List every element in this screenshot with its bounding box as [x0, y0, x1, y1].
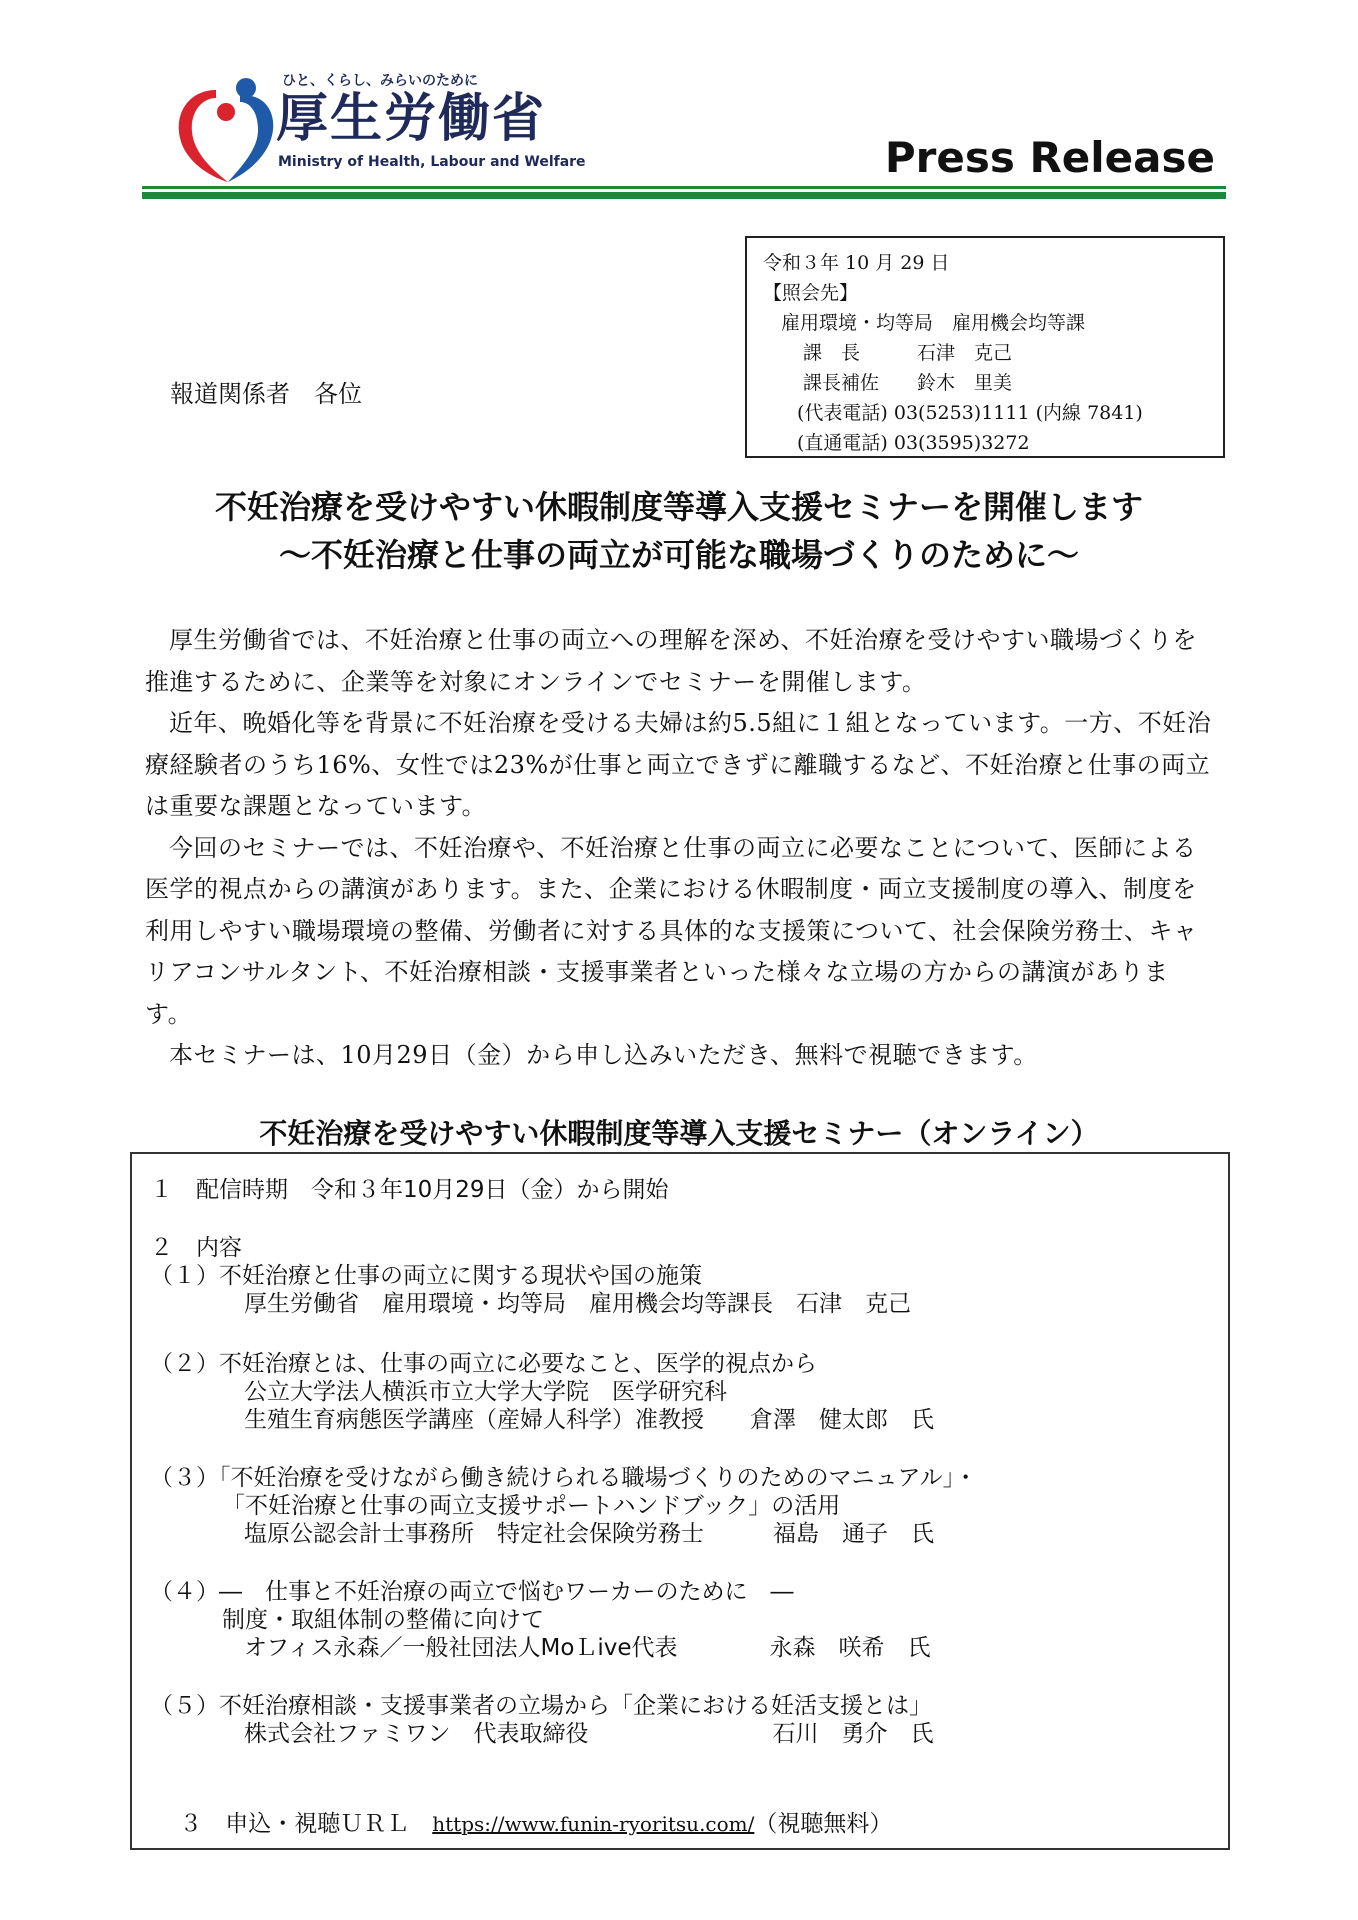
- seminar-item-label: （３）「不妊治療を受けながら働き続けられる職場づくりのためのマニュアル」・: [150, 1465, 978, 1491]
- seminar-item-label: （５）不妊治療相談・支援事業者の立場から「企業における妊活支援とは」: [150, 1693, 932, 1719]
- seminar-box: [130, 1152, 1230, 1850]
- page-subtitle: ～不妊治療と仕事の両立が可能な職場づくりのために～: [278, 536, 1079, 574]
- seminar-item-label-cont: 「不妊治療と仕事の両立支援サポートハンドブック」の活用: [222, 1493, 841, 1519]
- seminar-item-label: （４）― 仕事と不妊治療の両立で悩むワーカーのために ―: [150, 1579, 794, 1605]
- seminar-url-label: ３ 申込・視聴ＵＲＬ: [179, 1811, 410, 1837]
- release-date: 令和３年 10 月 29 日: [763, 252, 950, 274]
- seminar-schedule: １ 配信時期 令和３年10月29日（金）から開始: [150, 1177, 669, 1203]
- logo-name: 厚生労働省: [276, 89, 547, 149]
- seminar-content-heading: ２ 内容: [150, 1235, 242, 1261]
- contact-chief: 課 長 石津 克己: [803, 342, 1013, 364]
- seminar-item-label-cont: 制度・取組体制の整備に向けて: [222, 1607, 544, 1633]
- seminar-item-label: （２）不妊治療とは、仕事の両立に必要なこと、医学的視点から: [150, 1351, 817, 1377]
- contact-tel-direct: (直通電話) 03(3595)3272: [797, 432, 1030, 454]
- seminar-item-speaker: オフィス永森／一般社団法人MoＬive代表 永森 咲希 氏: [244, 1635, 931, 1661]
- page-title: 不妊治療を受けやすい休暇制度等導入支援セミナーを開催します: [214, 488, 1143, 526]
- seminar-url-note: （視聴無料）: [754, 1811, 893, 1837]
- seminar-url-link[interactable]: https://www.funin-ryoritsu.com/: [432, 1812, 755, 1836]
- seminar-item-label: （１）不妊治療と仕事の両立に関する現状や国の施策: [150, 1263, 702, 1289]
- contact-department: 雇用環境・均等局 雇用機会均等課: [781, 312, 1086, 334]
- seminar-item-speaker: 生殖生育病態医学講座（産婦人科学）准教授 倉澤 健太郎 氏: [244, 1407, 934, 1433]
- body-paragraph: 近年、晩婚化等を背景に不妊治療を受ける夫婦は約5.5組に１組となっています。一方、不妊治療経験者のうち16%、女性では23%が仕事と両立できずに離職するなど、不妊治療と仕事の両立は重要な課題となっています。: [145, 709, 1212, 820]
- logo-english-name: Ministry of Health, Labour and Welfare: [278, 154, 586, 170]
- body-text: [145, 620, 1215, 1077]
- body-paragraph: 今回のセミナーでは、不妊治療や、不妊治療と仕事の両立に必要なことについて、医師による医学的視点からの講演があります。また、企業における休暇制度・両立支援制度の導入、制度を利用しやすい職場環境の整備、労働者に対する具体的な支援策について、社会保険労務士、キャリアコンサルタント、不妊治療相談・支援事業者といった様々な立場の方からの講演があります。: [145, 833, 1198, 1028]
- contact-assistant: 課長補佐 鈴木 里美: [803, 372, 1013, 394]
- header-rule: [142, 186, 1226, 189]
- body-paragraph: 本セミナーは、10月29日（金）から申し込みいただき、無料で視聴できます。: [169, 1041, 1038, 1069]
- header-rule-thick: [142, 192, 1226, 199]
- seminar-title: 不妊治療を受けやすい休暇制度等導入支援セミナー（オンライン）: [259, 1117, 1099, 1150]
- contact-heading: 【照会先】: [763, 282, 859, 304]
- press-release-label: Press Release: [884, 133, 1215, 182]
- contact-box: [745, 236, 1225, 458]
- seminar-item-speaker: 厚生労働省 雇用環境・均等局 雇用機会均等課長 石津 克己: [244, 1291, 911, 1317]
- body-paragraph: 厚生労働省では、不妊治療と仕事の両立への理解を深め、不妊治療を受けやすい職場づくりを推進するために、企業等を対象にオンラインでセミナーを開催します。: [145, 626, 1198, 696]
- seminar-item-speaker: 株式会社ファミワン 代表取締役 石川 勇介 氏: [244, 1721, 934, 1747]
- contact-tel-main: (代表電話) 03(5253)1111 (内線 7841): [797, 402, 1143, 424]
- recipient: 報道関係者 各位: [170, 380, 362, 408]
- seminar-item-speaker: 塩原公認会計士事務所 特定社会保険労務士 福島 通子 氏: [244, 1521, 934, 1547]
- logo-tagline: ひと、くらし、みらいのために: [282, 73, 478, 89]
- seminar-item-affiliation: 公立大学法人横浜市立大学大学院 医学研究科: [244, 1379, 727, 1405]
